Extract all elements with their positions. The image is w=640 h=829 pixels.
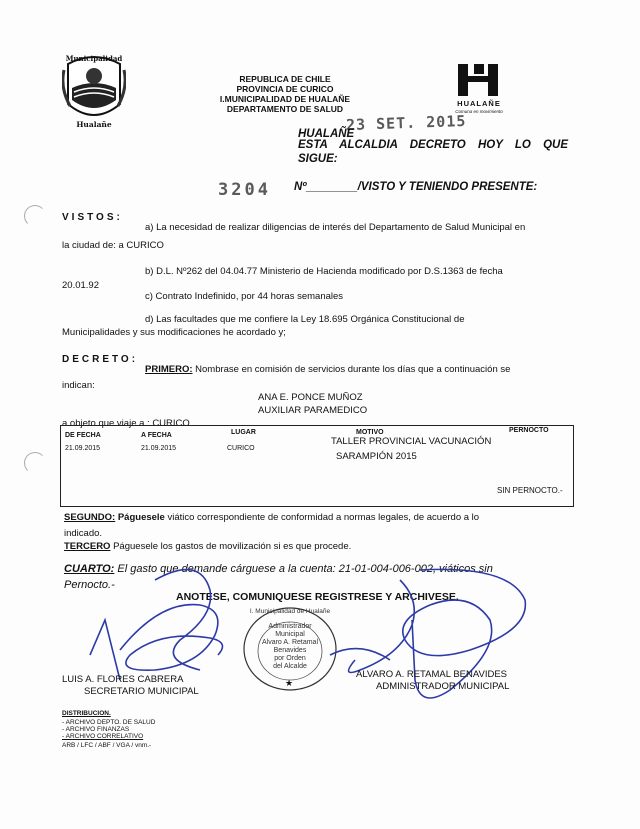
th-pernocto: PERNOCTO (509, 427, 549, 434)
seal-line-6: del Alcalde (273, 663, 307, 670)
segundo-line (64, 512, 572, 523)
distribution-item: - ARCHIVO CORRELATIVO (62, 733, 144, 740)
primero-label: PRIMERO: (145, 364, 193, 375)
distribution-title: DISTRIBUCION. (62, 710, 111, 717)
seal-line-4: Benavides (273, 647, 307, 654)
punch-hole-bottom (24, 452, 46, 474)
seal-line-3: Alvaro A. Retamal (261, 639, 319, 646)
date-stamp: 23 SET. 2015 (345, 111, 467, 135)
header-line-3: I.MUNICIPALIDAD DE HUALAÑE (219, 94, 351, 104)
anotese-line: ANOTESE, COMUNIQUESE REGISTRESE Y ARCHIVESE. (176, 591, 459, 603)
vistos-d2: Municipalidades y sus modificaciones he acordado y; (62, 327, 286, 338)
seal-line-1: Administrador (268, 623, 312, 630)
right-signer-name: ALVARO A. RETAMAL BENAVIDES (356, 669, 507, 680)
td-pernocto: SIN PERNOCTO.- (497, 486, 563, 495)
primero-text: Nombrase en comisión de servicios durante los días que a continuación se (192, 364, 511, 375)
cuarto-text: El gasto que demande cárguese a la cuenta: 21-01-004-006-002, viáticos sin (114, 563, 493, 575)
punch-hole-top (24, 205, 46, 227)
th-a-fecha: A FECHA (141, 432, 172, 439)
td-motivo-1: TALLER PROVINCIAL VACUNACIÓN (331, 436, 492, 447)
header-block (210, 74, 360, 120)
vistos-b: b) D.L. Nº262 del 04.04.77 Ministerio de Hacienda modificado por D.S.1363 de fecha (145, 266, 503, 277)
intro-line-1: ESTA ALCALDIA DECRETO HOY LO QUE (298, 139, 568, 151)
left-signer-title: SECRETARIO MUNICIPAL (84, 686, 199, 697)
distribution-block (62, 710, 155, 749)
distribution-item: - ARCHIVO FINANZAS (62, 726, 130, 733)
vistos-d: d) Las facultades que me confiere la Ley 18.695 Orgánica Constitucional de (145, 314, 465, 325)
municipal-crest-logo (62, 48, 126, 132)
th-motivo: MOTIVO (356, 429, 384, 436)
vistos-c: c) Contrato Indefinido, por 44 horas semanales (145, 291, 344, 302)
tercero-line (64, 541, 351, 552)
left-signer-name: LUIS A. FLORES CABRERA (62, 674, 184, 685)
td-de-fecha: 21.09.2015 (65, 445, 101, 452)
intro-place: HUALAÑE (298, 128, 355, 140)
vistos-b2: 20.01.92 (62, 280, 99, 291)
person-name: ANA E. PONCE MUÑOZ (258, 392, 363, 403)
decree-no-label: Nº________/VISTO Y TENIENDO PRESENTE: (294, 181, 538, 193)
distribution-initials: ARB / LFC / ABF / VGA / vnm.- (62, 742, 152, 749)
distribution-item: - ARCHIVO DEPTO. DE SALUD (62, 719, 156, 726)
logo-name: HUALAÑE (457, 99, 501, 108)
cuarto-text-2: Pernocto.- (64, 579, 115, 591)
decreto-title: DECRETO: (62, 354, 139, 365)
vistos-a: a) La necesidad de realizar diligencias de interés del Departamento de Salud Municipal en (145, 222, 526, 233)
person-role: AUXILIAR PARAMEDICO (258, 405, 368, 416)
header-line-1: REPUBLICA DE CHILE (239, 74, 331, 84)
header-line-4: DEPARTAMENTO DE SALUD (226, 104, 344, 114)
cuarto-label: CUARTO: (64, 563, 115, 575)
segundo-text-2: indicado. (64, 528, 103, 539)
tercero-text: Páguesele los gastos de movilización si es que procede. (110, 541, 352, 552)
seal-star-icon: ★ (285, 678, 294, 688)
th-lugar: LUGAR (231, 429, 256, 436)
crest-bottom-text: Hualañe (76, 120, 112, 129)
segundo-label: SEGUNDO: (64, 512, 116, 523)
seal-ring-text: I. Municipalidad de Hualañe (249, 608, 331, 615)
logo-tagline: Comuna en movimiento (455, 109, 503, 114)
vistos-title: VISTOS: (62, 212, 123, 223)
h-logo-icon (452, 62, 506, 98)
intro-line-2: SIGUE: (298, 153, 338, 165)
seal-line-2: Municipal (275, 631, 305, 638)
vistos-a2: la ciudad de: a CURICO (62, 240, 164, 251)
td-motivo-2: SARAMPIÓN 2015 (336, 451, 417, 462)
tercero-label: TERCERO (64, 541, 111, 552)
crest-top-text: Municipalidad (65, 54, 123, 63)
td-lugar: CURICO (227, 445, 255, 452)
objeto-line: a objeto que viaje a : CURICO (62, 418, 190, 429)
travel-table (60, 425, 574, 507)
seal-line-5: por Orden (274, 655, 306, 662)
th-de-fecha: DE FECHA (65, 432, 101, 439)
primero-text-2: indican: (62, 380, 95, 391)
hualane-logo (452, 62, 506, 118)
decree-number-stamp: 3204 (218, 180, 271, 200)
signature-left (60, 560, 290, 690)
td-a-fecha: 21.09.2015 (141, 445, 177, 452)
primero-line (145, 364, 510, 375)
segundo-bold: Páguesele (115, 512, 165, 523)
header-line-2: PROVINCIA DE CURICO (236, 84, 334, 94)
segundo-text: viático correspondiente de conformidad a normas legales, de acuerdo a lo (164, 512, 480, 523)
right-signer-title: ADMINISTRADOR MUNICIPAL (376, 681, 510, 692)
